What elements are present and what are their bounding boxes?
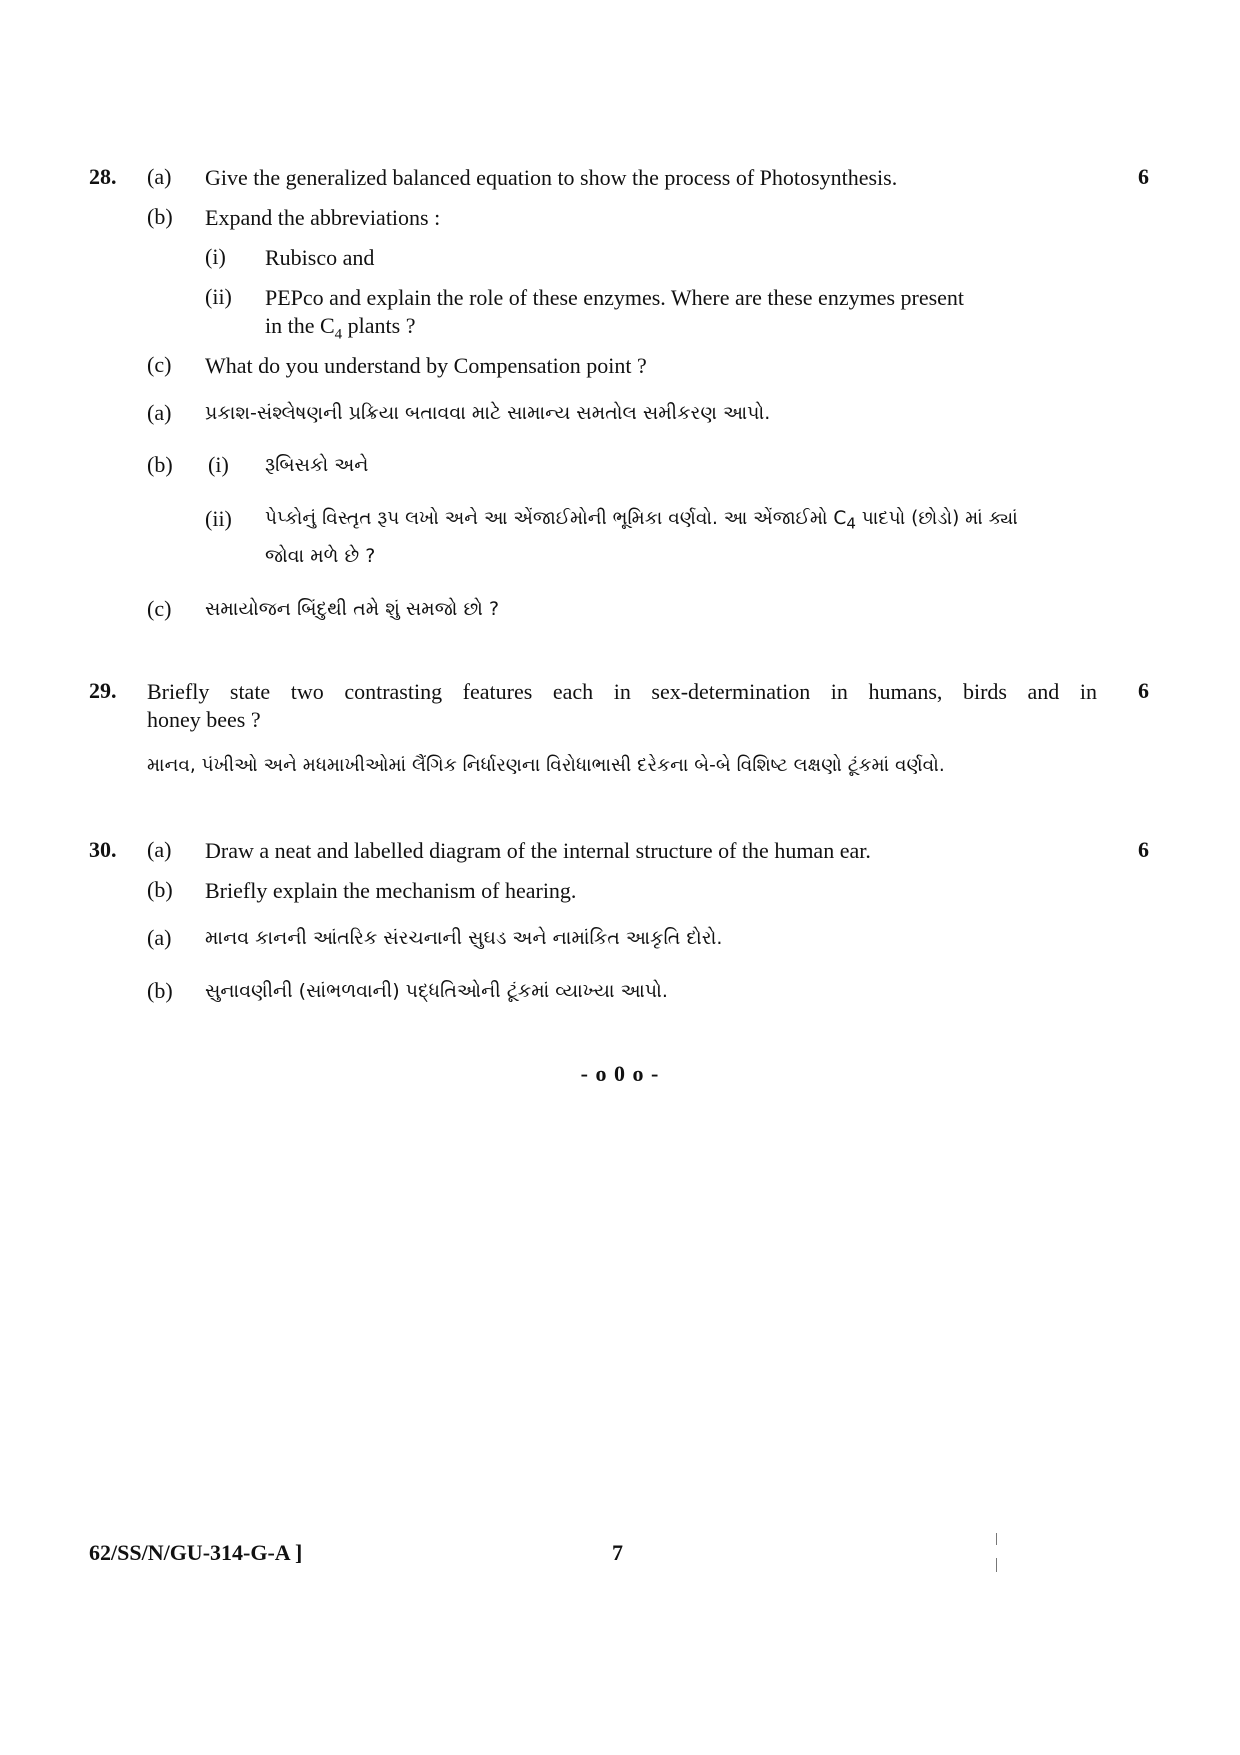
subscript: 4 (846, 514, 856, 533)
question-30-marks: 6 (1138, 837, 1149, 862)
q28-en-b-ii-line2: in the $C_4$ plants ? (265, 313, 416, 343)
q30-en-b-text: Briefly explain the mechanism of hearing. (205, 878, 577, 903)
q28-gu-b-i-label: (i) (208, 452, 229, 477)
scan-mark (996, 1533, 997, 1545)
question-29-number: 29. (89, 678, 117, 703)
q29-gu-text: માનવ, પંખીઓ અને મધમાખીઓમાં લૈંગિક નિર્ધારણના વિરોધાભાસી દરેકના બે-બે વિશિષ્ટ લક્ષણો ટૂંકમાં વર્ણવો. (147, 755, 945, 776)
q28-gu-b-i-text: રૂબિસકો અને (265, 454, 369, 476)
q28-gu-b-ii-label: (ii) (205, 506, 232, 531)
subscript: 4 (334, 326, 343, 343)
q28-en-c-text: What do you understand by Compensation point ? (205, 353, 647, 378)
q28-en-a-text: Give the generalized balanced equation to show the process of Photosynthesis. (205, 165, 898, 190)
q30-en-b-label: (b) (147, 877, 173, 902)
q28-en-a-label: (a) (147, 164, 172, 189)
end-of-paper-mark: - o 0 o - (580, 1061, 660, 1086)
q30-gu-a-text: માનવ કાનની આંતરિક સંરચનાની સુઘડ અને નામાંકિત આકૃતિ દોરો. (205, 927, 723, 949)
question-28-marks: 6 (1138, 164, 1149, 189)
q28-gu-b-ii-line2: જોવા મળે છે ? (265, 545, 376, 567)
q28-en-b-ii-line1: PEPco and explain the role of these enzymes. Where are these enzymes present (265, 285, 965, 310)
q28-gu-a-text: પ્રકાશ-સંશ્લેષણની પ્રક્રિયા બતાવવા માટે સામાન્ય સમતોલ સમીકરણ આપો. (205, 402, 771, 424)
question-28-number: 28. (89, 164, 117, 189)
q28-gu-a-label: (a) (147, 400, 172, 425)
page-number: 7 (612, 1540, 623, 1565)
q28-gu-c-label: (c) (147, 596, 172, 621)
q28-gu-b-ii-line1: પેપ્કોનું વિસ્તૃત રૂપ લખો અને આ એંજાઈમોની ભૂમિકા વર્ણવો. આ એંજાઈમો $C_4$ પાદપો (છોડો) માં ક્યાં (265, 508, 1018, 533)
q28-en-b-ii-label: (ii) (205, 284, 232, 309)
q30-gu-b-label: (b) (147, 978, 173, 1003)
question-30-number: 30. (89, 837, 117, 862)
q28-en-b-text: Expand the abbreviations : (205, 205, 441, 230)
q28-gu-b-label: (b) (147, 452, 173, 477)
q29-en-line1: Briefly state two contrasting features each in sex-determination in humans, birds and in (147, 679, 1097, 704)
q28-en-b-label: (b) (147, 204, 173, 229)
q30-en-a-label: (a) (147, 837, 172, 862)
question-29-marks: 6 (1138, 678, 1149, 703)
q28-en-b-i-label: (i) (205, 244, 226, 269)
scan-mark (996, 1558, 997, 1572)
q28-en-c-label: (c) (147, 352, 172, 377)
q30-gu-a-label: (a) (147, 925, 172, 950)
q30-en-a-text: Draw a neat and labelled diagram of the internal structure of the human ear. (205, 838, 871, 863)
q28-en-b-i-text: Rubisco and (265, 245, 375, 270)
q29-en-line2: honey bees ? (147, 707, 261, 732)
q28-gu-c-text: સમાયોજન બિંદુથી તમે શું સમજો છો ? (205, 598, 500, 620)
q30-gu-b-text: સુનાવણીની (સાંભળવાની) પદ્ધતિઓની ટૂંકમાં વ્યાખ્યા આપો. (205, 980, 668, 1002)
paper-code: 62/SS/N/GU-314-G-A ] (89, 1540, 303, 1565)
